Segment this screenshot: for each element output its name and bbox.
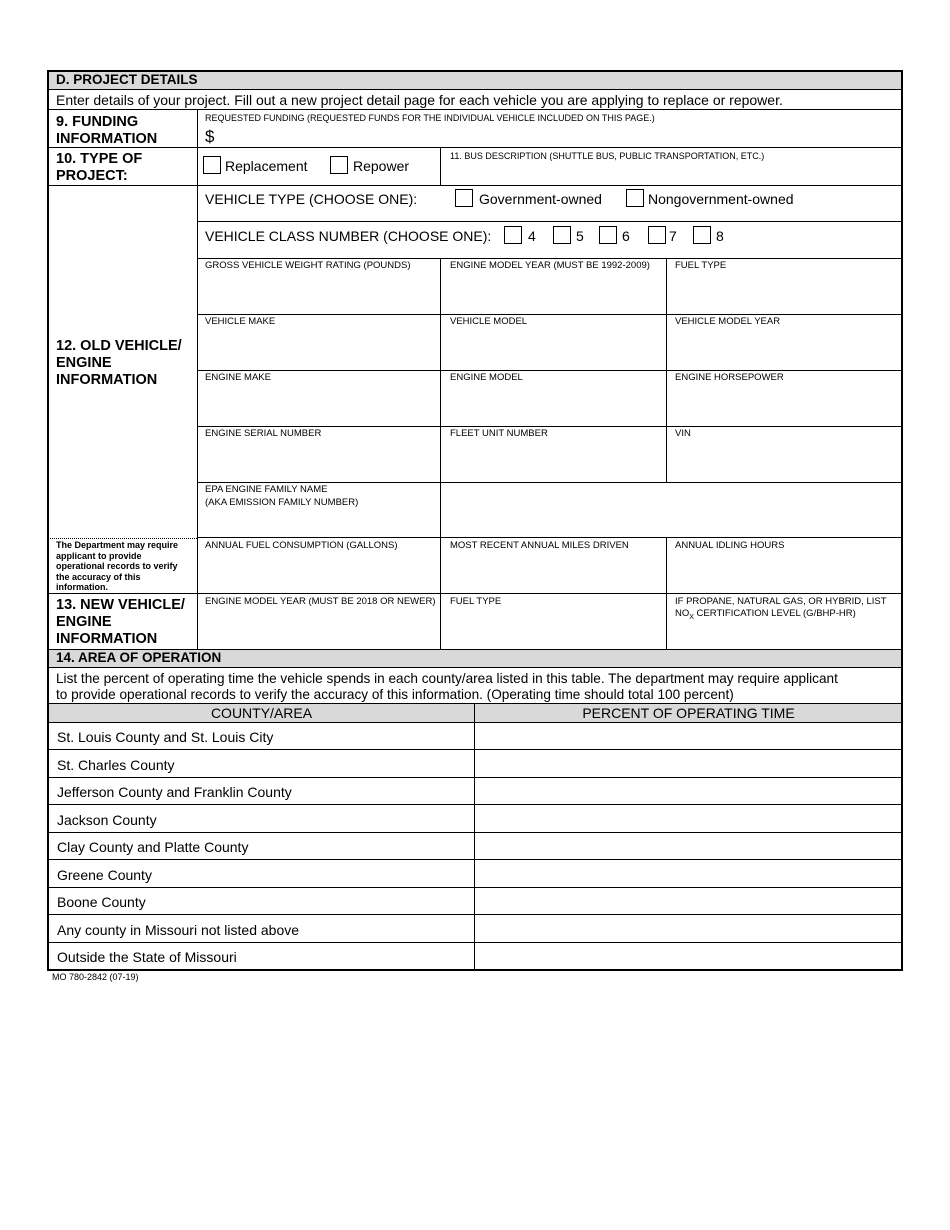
rule	[474, 703, 475, 970]
new-vehicle-label: 13. NEW VEHICLE/ ENGINE INFORMATION	[56, 597, 185, 647]
rule	[666, 537, 667, 649]
rule	[48, 109, 902, 110]
area-intro-line2: to provide operational records to verify the accuracy of this information. (Operating time should total 100 percent)	[56, 687, 734, 702]
percent-input[interactable]	[477, 916, 900, 941]
vehicle-class-label: VEHICLE CLASS NUMBER (CHOOSE ONE):	[205, 228, 492, 244]
nongovernment-owned-checkbox[interactable]	[626, 189, 644, 207]
vin-caption: VIN	[675, 428, 691, 439]
engine-horsepower-caption: ENGINE HORSEPOWER	[675, 372, 784, 383]
vehicle-model-caption: VEHICLE MODEL	[450, 316, 528, 327]
frame-right-border	[901, 70, 903, 971]
funding-amount-input[interactable]	[222, 126, 892, 146]
area-intro-line1: List the percent of operating time the vehicle spends in each county/area listed in this table. The department may require applicant	[56, 671, 838, 686]
rule	[47, 969, 903, 971]
class-5-checkbox[interactable]	[553, 226, 571, 244]
epa-family-caption: EPA ENGINE FAMILY NAME	[205, 484, 328, 495]
rule	[197, 221, 902, 222]
class-6-label: 6	[622, 228, 630, 244]
class-8-label: 8	[716, 228, 724, 244]
annual-idling-caption: ANNUAL IDLING HOURS	[675, 540, 785, 551]
government-owned-label: Government-owned	[479, 191, 602, 207]
rule	[48, 147, 902, 148]
rule	[48, 538, 197, 539]
old-engine-model-year-caption: ENGINE MODEL YEAR (MUST BE 1992-2009)	[450, 260, 650, 271]
currency-symbol: $	[205, 127, 215, 146]
rule	[48, 887, 902, 888]
percent-input[interactable]	[477, 806, 900, 831]
rule	[47, 70, 903, 72]
area-row-label: Boone County	[57, 894, 146, 910]
engine-model-caption: ENGINE MODEL	[450, 372, 523, 383]
old-fuel-type-caption: FUEL TYPE	[675, 260, 727, 271]
fleet-unit-input[interactable]	[443, 444, 663, 480]
rule	[440, 147, 441, 185]
percent-input[interactable]	[477, 861, 900, 886]
rule	[197, 258, 902, 259]
form-number: MO 780-2842 (07-19)	[52, 972, 139, 982]
bus-description-caption: 11. BUS DESCRIPTION (SHUTTLE BUS, PUBLIC TRANSPORTATION, ETC.)	[450, 151, 765, 161]
vehicle-model-input[interactable]	[443, 332, 663, 368]
rule	[197, 109, 198, 649]
repower-label: Repower	[353, 158, 410, 174]
new-fuel-type-input[interactable]	[443, 612, 663, 646]
county-column-header: COUNTY/AREA	[210, 705, 313, 721]
engine-make-caption: ENGINE MAKE	[205, 372, 271, 383]
old-vehicle-label: 12. OLD VEHICLE/ ENGINE INFORMATION	[56, 338, 182, 388]
area-row-label: Any county in Missouri not listed above	[57, 922, 300, 938]
fleet-unit-caption: FLEET UNIT NUMBER	[450, 428, 548, 439]
percent-input[interactable]	[477, 833, 900, 858]
rule	[48, 667, 902, 668]
percent-input[interactable]	[477, 723, 900, 748]
nongovernment-owned-label: Nongovernment-owned	[648, 191, 794, 207]
class-7-label: 7	[669, 228, 677, 244]
class-8-checkbox[interactable]	[693, 226, 711, 244]
vehicle-model-year-input[interactable]	[668, 332, 898, 368]
engine-serial-input[interactable]	[200, 444, 438, 480]
replacement-label: Replacement	[225, 158, 308, 174]
class-4-checkbox[interactable]	[504, 226, 522, 244]
repower-checkbox[interactable]	[330, 156, 348, 174]
nox-certification-caption: $NO_X$ CERTIFICATION LEVEL (G/BHP-HR)	[675, 608, 856, 621]
rule	[48, 749, 902, 750]
funding-caption: REQUESTED FUNDING (REQUESTED FUNDS FOR THE INDIVIDUAL VEHICLE INCLUDED ON THIS PAGE.)	[205, 113, 655, 123]
rule	[48, 649, 902, 650]
annual-fuel-caption: ANNUAL FUEL CONSUMPTION (GALLONS)	[205, 540, 398, 551]
rule	[48, 185, 902, 186]
old-fuel-type-input[interactable]	[668, 276, 898, 312]
vehicle-type-label: VEHICLE TYPE (CHOOSE ONE):	[205, 191, 418, 207]
rule	[48, 804, 902, 805]
annual-idling-input[interactable]	[668, 556, 898, 590]
new-fuel-type-caption: FUEL TYPE	[450, 596, 502, 607]
rule	[48, 942, 902, 943]
engine-serial-caption: ENGINE SERIAL NUMBER	[205, 428, 322, 439]
vin-input[interactable]	[668, 444, 898, 480]
area-row-label: St. Louis County and St. Louis City	[57, 729, 274, 745]
rule	[48, 89, 902, 90]
rule	[48, 859, 902, 860]
area-row-label: St. Charles County	[57, 757, 175, 773]
bus-description-input[interactable]	[450, 163, 895, 183]
new-engine-model-year-input[interactable]	[200, 612, 438, 646]
engine-horsepower-input[interactable]	[668, 388, 898, 424]
rule	[197, 370, 902, 371]
class-7-checkbox[interactable]	[648, 226, 666, 244]
gvwr-caption: GROSS VEHICLE WEIGHT RATING (POUNDS)	[205, 260, 411, 271]
section-d-intro: Enter details of your project. Fill out a new project detail page for each vehicle you are applying to replace or repower.	[56, 92, 783, 108]
old-engine-model-year-input[interactable]	[443, 276, 663, 312]
rule	[197, 426, 902, 427]
percent-input[interactable]	[477, 943, 900, 968]
class-4-label: 4	[528, 228, 536, 244]
annual-miles-input[interactable]	[443, 556, 663, 590]
section-d-title: D. PROJECT DETAILS	[56, 72, 198, 87]
area-row-label: Jackson County	[57, 812, 157, 828]
vehicle-model-year-caption: VEHICLE MODEL YEAR	[675, 316, 781, 327]
area-row-label: Clay County and Platte County	[57, 839, 249, 855]
vehicle-make-caption: VEHICLE MAKE	[205, 316, 276, 327]
rule	[48, 832, 902, 833]
government-owned-checkbox[interactable]	[455, 189, 473, 207]
rule	[666, 258, 667, 482]
rule	[197, 482, 902, 483]
percent-input[interactable]	[477, 888, 900, 913]
frame-left-border	[47, 70, 49, 971]
class-5-label: 5	[576, 228, 584, 244]
area-row-label: Outside the State of Missouri	[57, 949, 237, 965]
rule	[440, 258, 441, 649]
rule	[48, 703, 902, 704]
area-row-label: Greene County	[57, 867, 152, 883]
project-type-label: 10. TYPE OF PROJECT:	[56, 151, 143, 184]
rule	[197, 314, 902, 315]
vehicle-make-input[interactable]	[200, 332, 438, 368]
area-title: 14. AREA OF OPERATION	[56, 650, 222, 665]
rule	[48, 914, 902, 915]
class-6-checkbox[interactable]	[599, 226, 617, 244]
verification-note: The Department may require applicant to provide operational records to verify the accuracy of this information.	[56, 540, 179, 592]
percent-input[interactable]	[477, 751, 900, 776]
rule	[197, 537, 902, 538]
rule	[48, 722, 902, 723]
area-row-label: Jefferson County and Franklin County	[57, 784, 292, 800]
rule	[48, 593, 902, 594]
percent-column-header: PERCENT OF OPERATING TIME	[582, 705, 795, 721]
engine-model-input[interactable]	[443, 388, 663, 424]
replacement-checkbox[interactable]	[203, 156, 221, 174]
engine-make-input[interactable]	[200, 388, 438, 424]
percent-input[interactable]	[477, 778, 900, 803]
funding-label: 9. FUNDING INFORMATION	[56, 114, 158, 147]
annual-fuel-input[interactable]	[200, 556, 438, 590]
annual-miles-caption: MOST RECENT ANNUAL MILES DRIVEN	[450, 540, 629, 551]
gvwr-input[interactable]	[200, 276, 438, 312]
new-engine-model-year-caption: ENGINE MODEL YEAR (MUST BE 2018 OR NEWER)	[205, 596, 436, 607]
rule	[48, 777, 902, 778]
certification-level-input[interactable]	[668, 624, 898, 646]
certification-caption: IF PROPANE, NATURAL GAS, OR HYBRID, LIST	[675, 596, 887, 607]
epa-family-input[interactable]	[200, 512, 438, 536]
epa-family-subcaption: (AKA EMISSION FAMILY NUMBER)	[205, 497, 359, 508]
